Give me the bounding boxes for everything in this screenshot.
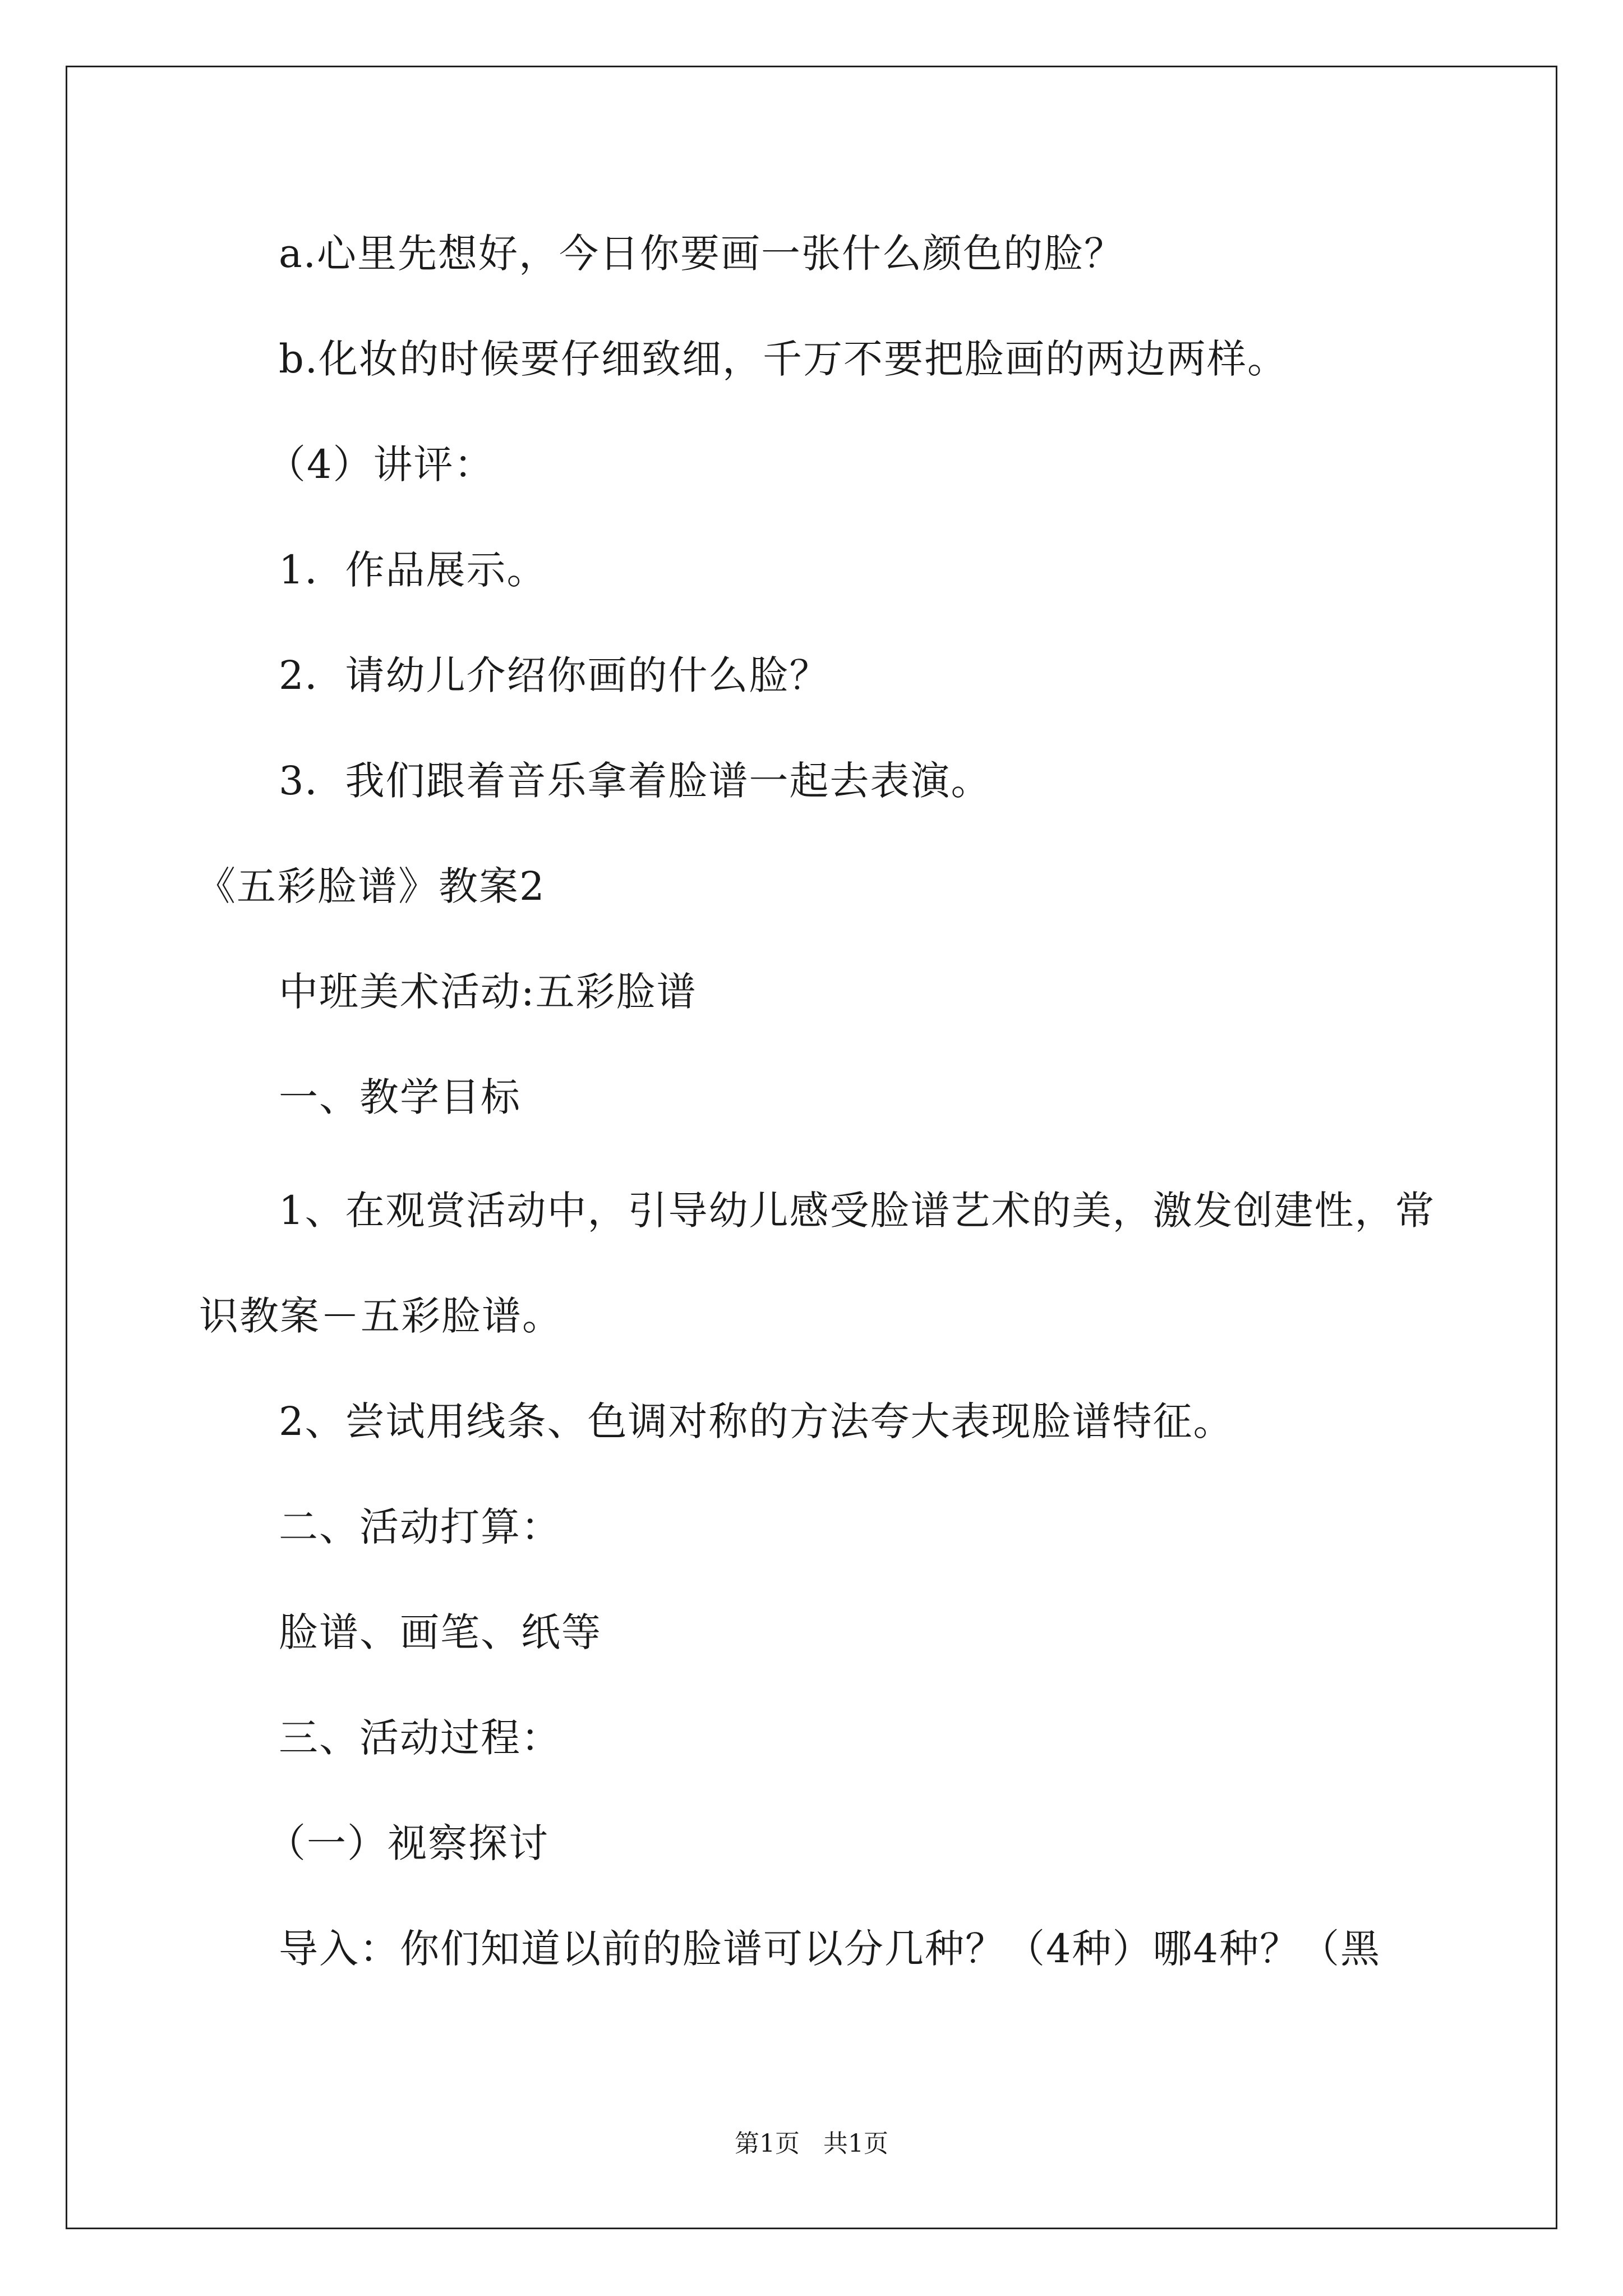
section-heading: 《五彩脸谱》教案2 [196,863,546,909]
prep-materials: 脸谱、画笔、纸等 [279,1609,602,1655]
text-line-review: （4）讲评： [266,441,495,487]
heading-activity-prep: 二、活动打算： [279,1504,561,1550]
text-line-b: b.化妆的时候要仔细致细，千万不要把脸画的两边两样。 [279,336,1288,382]
text-line-2: 2．请幼儿介绍你画的什么脸？ [279,652,830,698]
heading-teaching-goals: 一、教学目标 [279,1074,521,1120]
text-line-1: 1．作品展示。 [279,547,547,593]
goal-2: 2、尝试用线条、色调对称的方法夸大表现脸谱特征。 [279,1398,1234,1444]
goal-1-continued: 识教案－五彩脸谱。 [199,1293,562,1339]
heading-activity-process: 三、活动过程： [279,1715,561,1761]
text-line-3: 3．我们跟着音乐拿着脸谱一起去表演。 [279,758,992,804]
page-footer: 第1页 共1页 [735,2129,888,2158]
goal-1: 1、在观赏活动中，引导幼儿感受脸谱艺术的美，激发创建性，常 [279,1188,1436,1234]
intro-line: 导入：你们知道以前的脸谱可以分几种？（4种）哪4种？（黑 [279,1926,1381,1972]
text-line-a: a.心里先想好，今日你要画一张什么颜色的脸？ [279,231,1124,277]
subheading-observe: （一）视察探讨 [266,1820,549,1866]
activity-title: 中班美术活动:五彩脸谱 [279,969,697,1015]
page-border [66,66,1557,2229]
